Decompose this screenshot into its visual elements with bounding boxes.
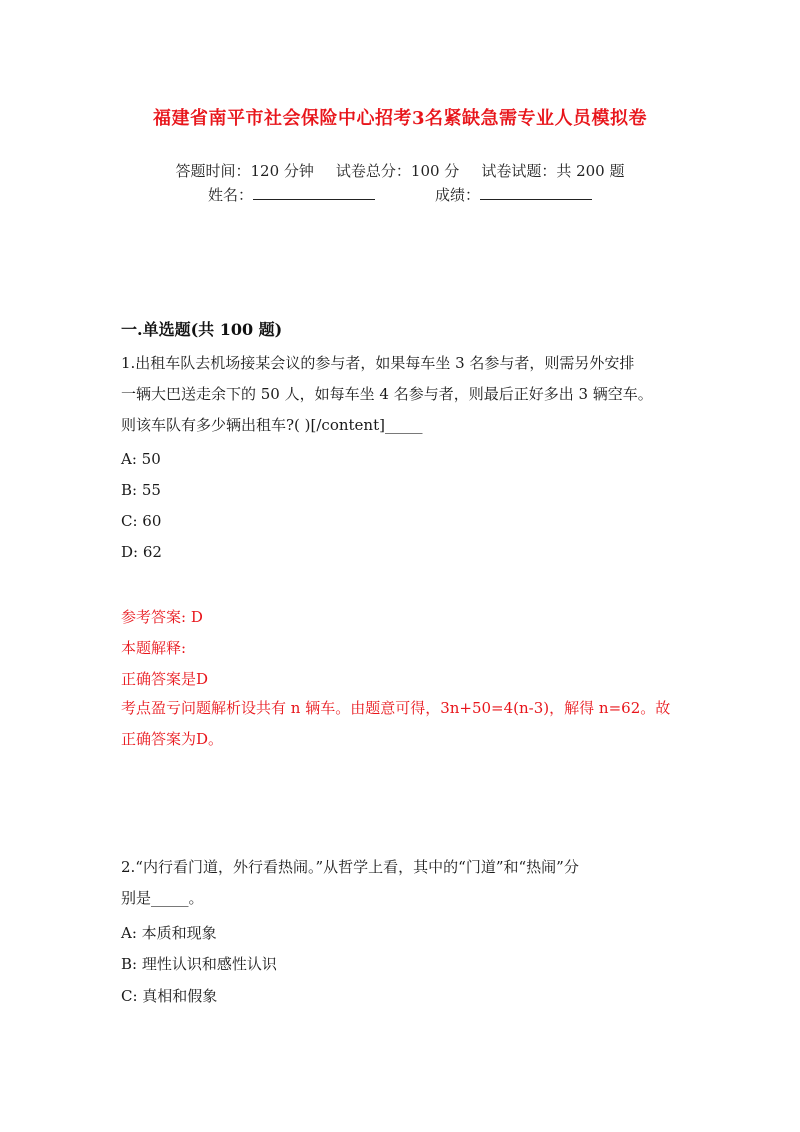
time-label: 答题时间：120 分钟 bbox=[175, 162, 314, 180]
question-1-analysis bbox=[121, 693, 681, 755]
section-title: 一.单选题(共 100 题) bbox=[121, 320, 283, 339]
question-1-text bbox=[121, 348, 681, 441]
exam-info-line bbox=[0, 160, 800, 181]
total-score-label: 试卷总分：100 分 bbox=[335, 162, 460, 180]
question-2-option-b: B: 理性认识和感性认识 bbox=[121, 955, 277, 973]
question-2-option-c: C: 真相和假象 bbox=[121, 987, 218, 1005]
question-1-answer: 参考答案: D bbox=[121, 608, 203, 626]
question-1-analysis-line-2: 正确答案为D。 bbox=[121, 730, 224, 748]
question-1-option-d: D: 62 bbox=[121, 543, 162, 561]
candidate-info-line bbox=[0, 184, 800, 205]
question-1-explain-label: 本题解释: bbox=[121, 639, 187, 657]
question-count-label: 试卷试题：共 200 题 bbox=[481, 162, 625, 180]
name-label: 姓名： bbox=[207, 186, 253, 204]
question-1-option-c: C: 60 bbox=[121, 512, 162, 530]
question-2-line-2: 别是_____。 bbox=[121, 889, 204, 907]
name-blank bbox=[253, 186, 375, 200]
question-1-line-1: 1.出租车队去机场接某会议的参与者，如果每车坐 3 名参与者，则需另外安排 bbox=[121, 354, 635, 372]
question-1-option-a: A: 50 bbox=[121, 450, 161, 468]
question-2-line-1: 2.“内行看门道，外行看热闹。”从哲学上看，其中的“门道”和“热闹”分 bbox=[121, 858, 579, 876]
question-2-text bbox=[121, 852, 681, 914]
question-2-option-a: A: 本质和现象 bbox=[121, 924, 217, 942]
score-label: 成绩： bbox=[435, 186, 481, 204]
question-1-line-2: 一辆大巴送走余下的 50 人，如每车坐 4 名参与者，则最后正好多出 3 辆空车。 bbox=[121, 385, 653, 403]
question-1-option-b: B: 55 bbox=[121, 481, 161, 499]
question-1-line-3: 则该车队有多少辆出租车?( )[/content]_____ bbox=[121, 416, 423, 434]
score-blank bbox=[480, 186, 592, 200]
exam-title: 福建省南平市社会保险中心招考3名紧缺急需专业人员模拟卷 bbox=[152, 108, 648, 129]
question-1-correct: 正确答案是D bbox=[121, 670, 209, 688]
question-1-analysis-line-1: 考点盈亏问题解析设共有 n 辆车。由题意可得，3n+50=4(n-3)，解得 n=62。故 bbox=[121, 699, 671, 717]
